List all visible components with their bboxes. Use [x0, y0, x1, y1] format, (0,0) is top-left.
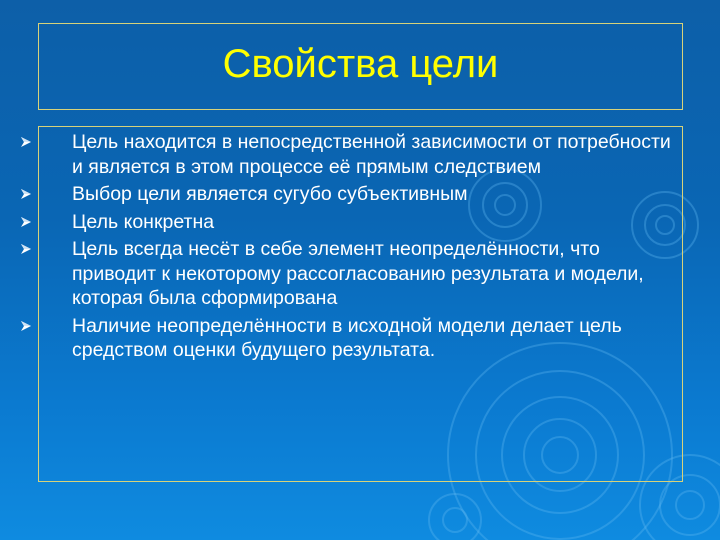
arrowhead-bullet-icon [20, 216, 32, 228]
bullet-item [39, 130, 684, 179]
bullet-list [39, 130, 684, 366]
arrowhead-bullet-icon [20, 188, 32, 200]
arrowhead-bullet-icon [20, 320, 32, 332]
bullet-text: Цель конкретна [72, 210, 215, 233]
bullet-text: Цель всегда несёт в себе элемент неопределённости, что приводит к некоторому рассогласованию результата и модели, которая была сформирована [72, 238, 644, 309]
bullet-text: Цель находится в непосредственной зависимости от потребности и является в этом процессе её прямым следствием [72, 131, 671, 178]
bullet-item [39, 314, 684, 363]
bullet-item [39, 182, 684, 207]
bullet-item [39, 210, 684, 235]
arrowhead-bullet-icon [20, 243, 32, 255]
bullet-text: Выбор цели является сугубо субъективным [72, 183, 468, 205]
bullet-text: Наличие неопределённости в исходной модели делает цель средством оценки будущего результата. [72, 314, 622, 361]
slide-title: Свойства цели [222, 41, 499, 86]
content-box [38, 126, 683, 482]
bullet-item [39, 237, 684, 311]
arrowhead-bullet-icon [20, 136, 32, 148]
title-box [38, 23, 683, 110]
